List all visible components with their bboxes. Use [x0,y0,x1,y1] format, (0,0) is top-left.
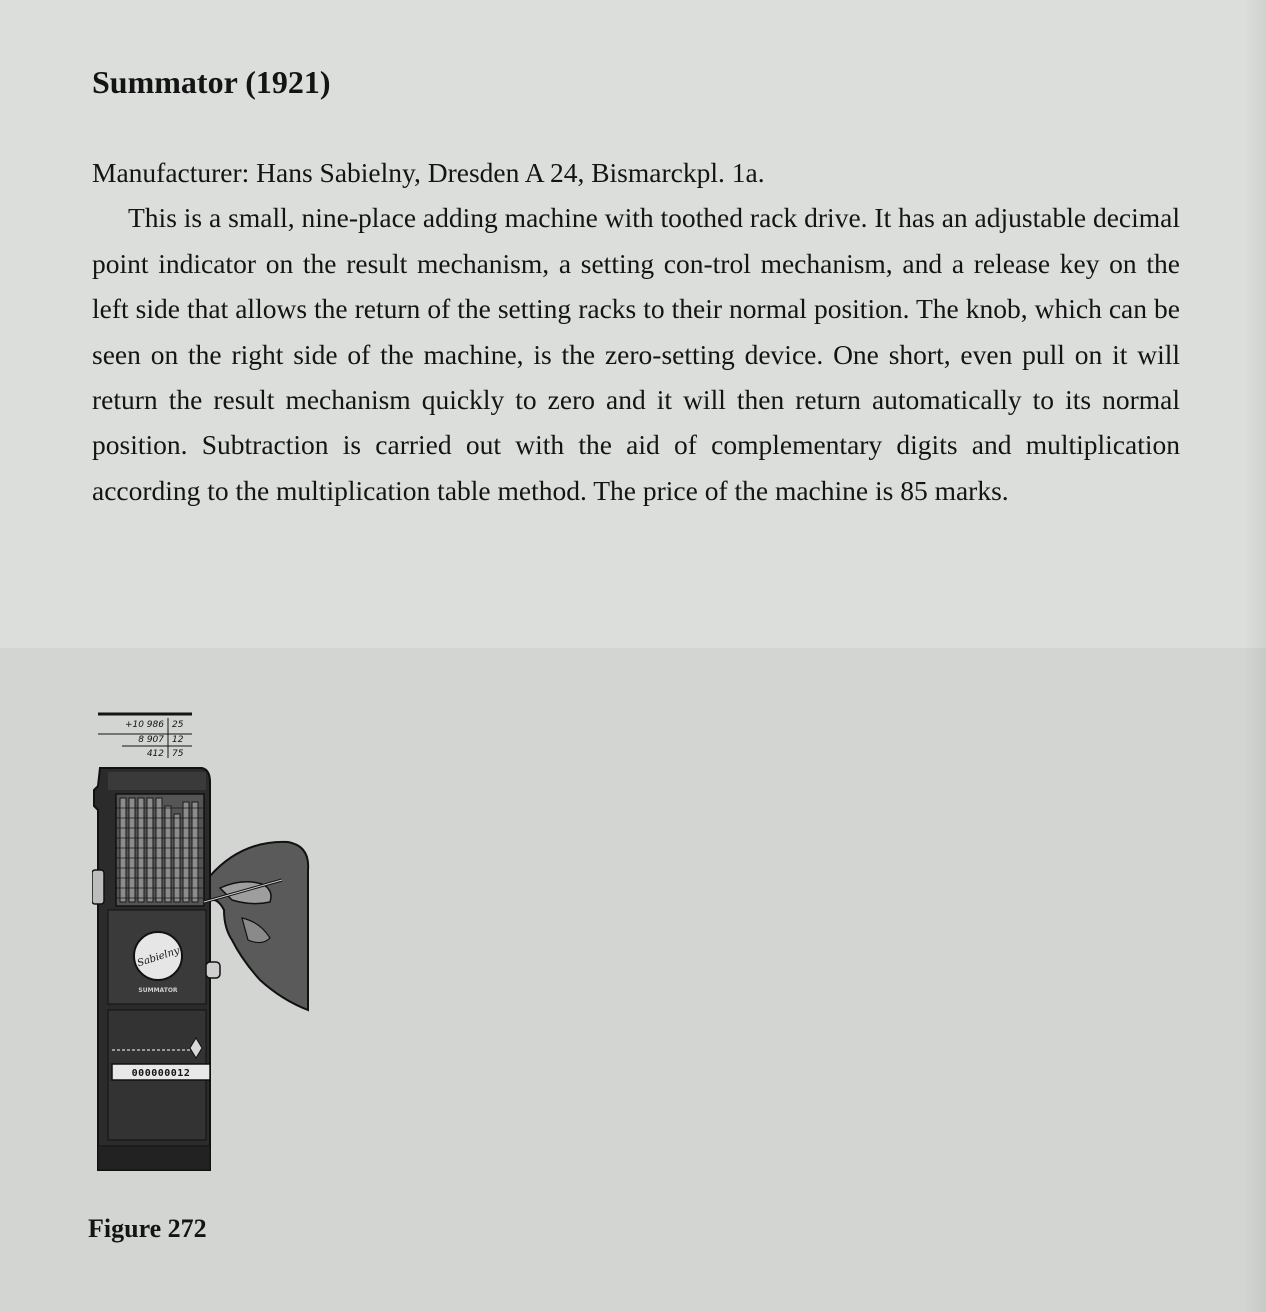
zero-setting-knob-icon [206,962,220,978]
brand-logo-text: Sabielny [136,945,181,970]
tape-line-1-right: 25 [172,720,184,730]
tape-line-3-right: 75 [172,749,184,759]
model-label: SUMMATOR [138,987,178,994]
figure-illustration [92,710,322,1180]
body-paragraph: This is a small, nine-place adding machine with toothed rack drive. It has an adjustable decimal point indicator on the result mechanism, a setting con-trol mechanism, and a release key on the left side that allows the return of the setting racks to their normal position. The knob, which can be seen on the right side of the machine, is the zero-setting device. One short, even pull on it will return the result mechanism quickly to zero and it will then return automatically to its normal position. Subtraction is carried out with the aid of complementary digits and multiplication according to the multiplication table method. The price of the machine is 85 marks. [92,202,1180,506]
hand-with-stylus [204,842,308,1010]
release-key-icon [92,870,104,904]
section-title: Summator (1921) [92,64,331,100]
adding-machine-drawing [92,710,322,1180]
paper-tape [98,714,192,759]
machine-body [92,768,220,1170]
result-digits: 000000012 [131,1068,191,1079]
tape-line-2-right: 12 [172,735,184,745]
tape-line-2-left: 8 907 [138,735,164,745]
description-text [92,150,1180,513]
tape-line-3-left: 412 [146,749,164,759]
page-gutter-shadow [1244,0,1266,1312]
manufacturer-line: Manufacturer: Hans Sabielny, Dresden A 24, Bismarckpl. 1a. [92,157,765,188]
figure-caption: Figure 272 [88,1214,207,1243]
tape-line-1-left: +10 986 [124,720,164,730]
